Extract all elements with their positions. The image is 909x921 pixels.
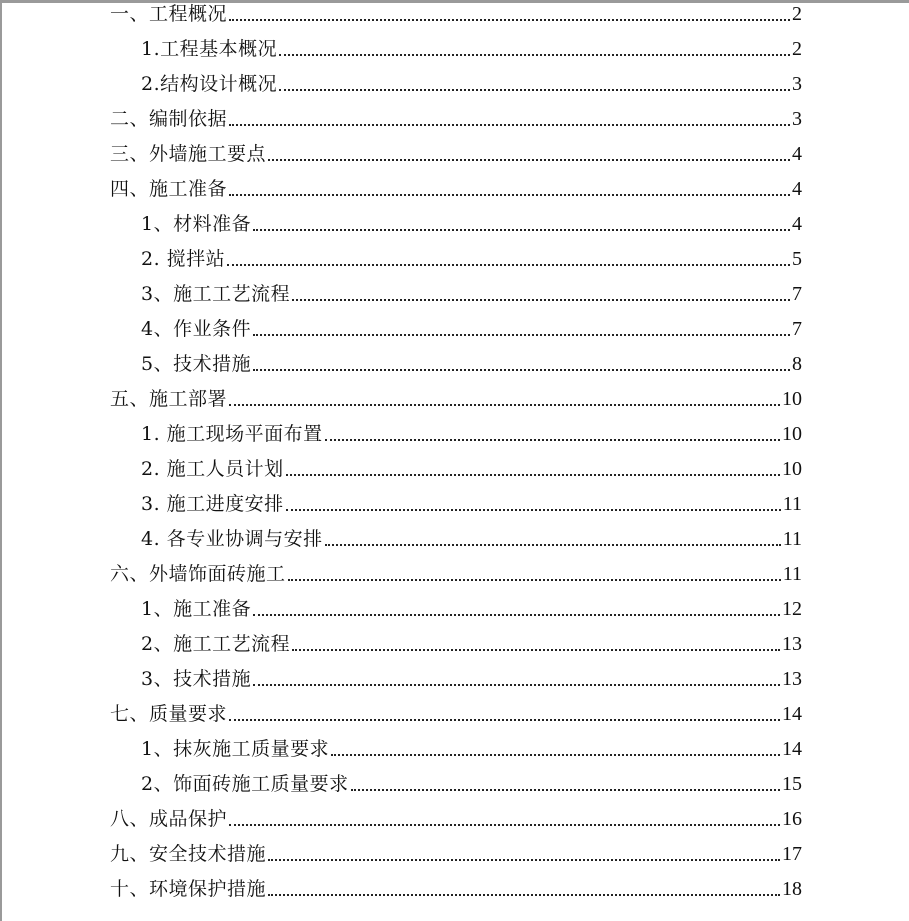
toc-entry[interactable]	[141, 665, 802, 691]
toc-page-number: 4	[792, 178, 802, 200]
toc-entry[interactable]	[141, 630, 802, 656]
toc-entry[interactable]	[141, 420, 802, 446]
toc-entry[interactable]	[141, 35, 802, 61]
toc-entry[interactable]	[141, 70, 802, 96]
toc-page-number: 10	[782, 388, 802, 410]
toc-page-number: 11	[782, 563, 802, 585]
toc-dot-leader	[253, 683, 780, 686]
toc-dot-leader	[286, 508, 781, 511]
toc-entry-title: 十、环境保护措施	[110, 878, 267, 900]
toc-page-number: 7	[792, 283, 802, 305]
toc-page-number: 12	[782, 598, 802, 620]
toc-entry[interactable]	[141, 735, 802, 761]
toc-entry[interactable]	[141, 770, 802, 796]
toc-entry-title: 2、施工工艺流程	[141, 633, 291, 655]
toc-page-number: 7	[792, 318, 802, 340]
toc-dot-leader	[325, 543, 781, 546]
toc-entry[interactable]	[141, 245, 802, 271]
toc-entry-title: 五、施工部署	[110, 388, 228, 410]
toc-entry[interactable]	[110, 385, 802, 411]
toc-entry-title: 1、施工准备	[141, 598, 252, 620]
toc-page-number: 14	[782, 738, 802, 760]
toc-dot-leader	[268, 158, 790, 161]
toc-page-number: 3	[792, 108, 802, 130]
toc-entry[interactable]	[110, 700, 802, 726]
toc-entry[interactable]	[110, 105, 802, 131]
toc-entry[interactable]	[110, 875, 802, 901]
toc-dot-leader	[253, 613, 780, 616]
toc-dot-leader	[253, 333, 790, 336]
toc-entry-title: 一、工程概况	[110, 3, 228, 25]
toc-entry[interactable]	[110, 805, 802, 831]
toc-entry-title: 3、施工工艺流程	[141, 283, 291, 305]
toc-page-number: 4	[792, 213, 802, 235]
toc-dot-leader	[227, 263, 790, 266]
toc-entry-title: 六、外墙饰面砖施工	[110, 563, 286, 585]
toc-entry[interactable]	[141, 525, 802, 551]
toc-dot-leader	[229, 18, 790, 21]
toc-entry-title: 1、抹灰施工质量要求	[141, 738, 330, 760]
toc-dot-leader	[286, 473, 780, 476]
toc-entry-title: 3、技术措施	[141, 668, 252, 690]
toc-entry-title: 八、成品保护	[110, 808, 228, 830]
toc-page-number: 14	[782, 703, 802, 725]
toc-entry-title: 2. 搅拌站	[141, 248, 226, 270]
toc-entry[interactable]	[141, 350, 802, 376]
toc-entry[interactable]	[141, 210, 802, 236]
toc-dot-leader	[292, 298, 790, 301]
toc-entry-title: 二、编制依据	[110, 108, 228, 130]
toc-dot-leader	[279, 53, 790, 56]
toc-entry[interactable]	[110, 140, 802, 166]
toc-page-number: 3	[792, 73, 802, 95]
toc-entry[interactable]	[141, 455, 802, 481]
toc-entry-title: 三、外墙施工要点	[110, 143, 267, 165]
toc-page-number: 18	[782, 878, 802, 900]
toc-dot-leader	[229, 718, 780, 721]
toc-dot-leader	[253, 368, 790, 371]
toc-entry[interactable]	[110, 175, 802, 201]
toc-entry-title: 1.工程基本概况	[141, 38, 278, 60]
toc-page-number: 13	[782, 633, 802, 655]
toc-dot-leader	[229, 193, 790, 196]
toc-page-number: 10	[782, 423, 802, 445]
toc-page-number: 2	[792, 3, 802, 25]
toc-page-number: 4	[792, 143, 802, 165]
toc-page-number: 11	[782, 493, 802, 515]
toc-entry-title: 2、饰面砖施工质量要求	[141, 773, 349, 795]
toc-entry-title: 1. 施工现场平面布置	[141, 423, 323, 445]
toc-entry-title: 1、材料准备	[141, 213, 252, 235]
toc-entry-title: 4. 各专业协调与安排	[141, 528, 323, 550]
toc-dot-leader	[331, 753, 780, 756]
toc-dot-leader	[229, 823, 780, 826]
toc-page-number: 13	[782, 668, 802, 690]
toc-entry[interactable]	[110, 840, 802, 866]
toc-page-number: 10	[782, 458, 802, 480]
toc-entry[interactable]	[141, 315, 802, 341]
toc-entry-title: 2. 施工人员计划	[141, 458, 284, 480]
toc-entry-title: 九、安全技术措施	[110, 843, 267, 865]
toc-dot-leader	[351, 788, 780, 791]
toc-dot-leader	[292, 648, 780, 651]
toc-page-number: 5	[792, 248, 802, 270]
toc-entry-title: 3. 施工进度安排	[141, 493, 284, 515]
toc-entry[interactable]	[141, 280, 802, 306]
toc-entry-title: 四、施工准备	[110, 178, 228, 200]
toc-dot-leader	[268, 858, 780, 861]
toc-page-number: 15	[782, 773, 802, 795]
toc-dot-leader	[325, 438, 780, 441]
toc-entry[interactable]	[110, 0, 802, 26]
toc-entry[interactable]	[110, 560, 802, 586]
toc-page-number: 11	[782, 528, 802, 550]
toc-dot-leader	[288, 578, 781, 581]
toc-dot-leader	[253, 228, 790, 231]
toc-page-number: 17	[782, 843, 802, 865]
toc-page-number: 2	[792, 38, 802, 60]
toc-entry-title: 4、作业条件	[141, 318, 252, 340]
toc-entry-title: 七、质量要求	[110, 703, 228, 725]
toc-dot-leader	[229, 123, 790, 126]
toc-entry-title: 2.结构设计概况	[141, 73, 278, 95]
toc-page-number: 16	[782, 808, 802, 830]
toc-page-number: 8	[792, 353, 802, 375]
toc-entry-title: 5、技术措施	[141, 353, 252, 375]
toc-dot-leader	[279, 88, 790, 91]
toc-entry[interactable]	[141, 595, 802, 621]
toc-entry[interactable]	[141, 490, 802, 516]
toc-dot-leader	[229, 403, 780, 406]
toc-dot-leader	[268, 893, 780, 896]
